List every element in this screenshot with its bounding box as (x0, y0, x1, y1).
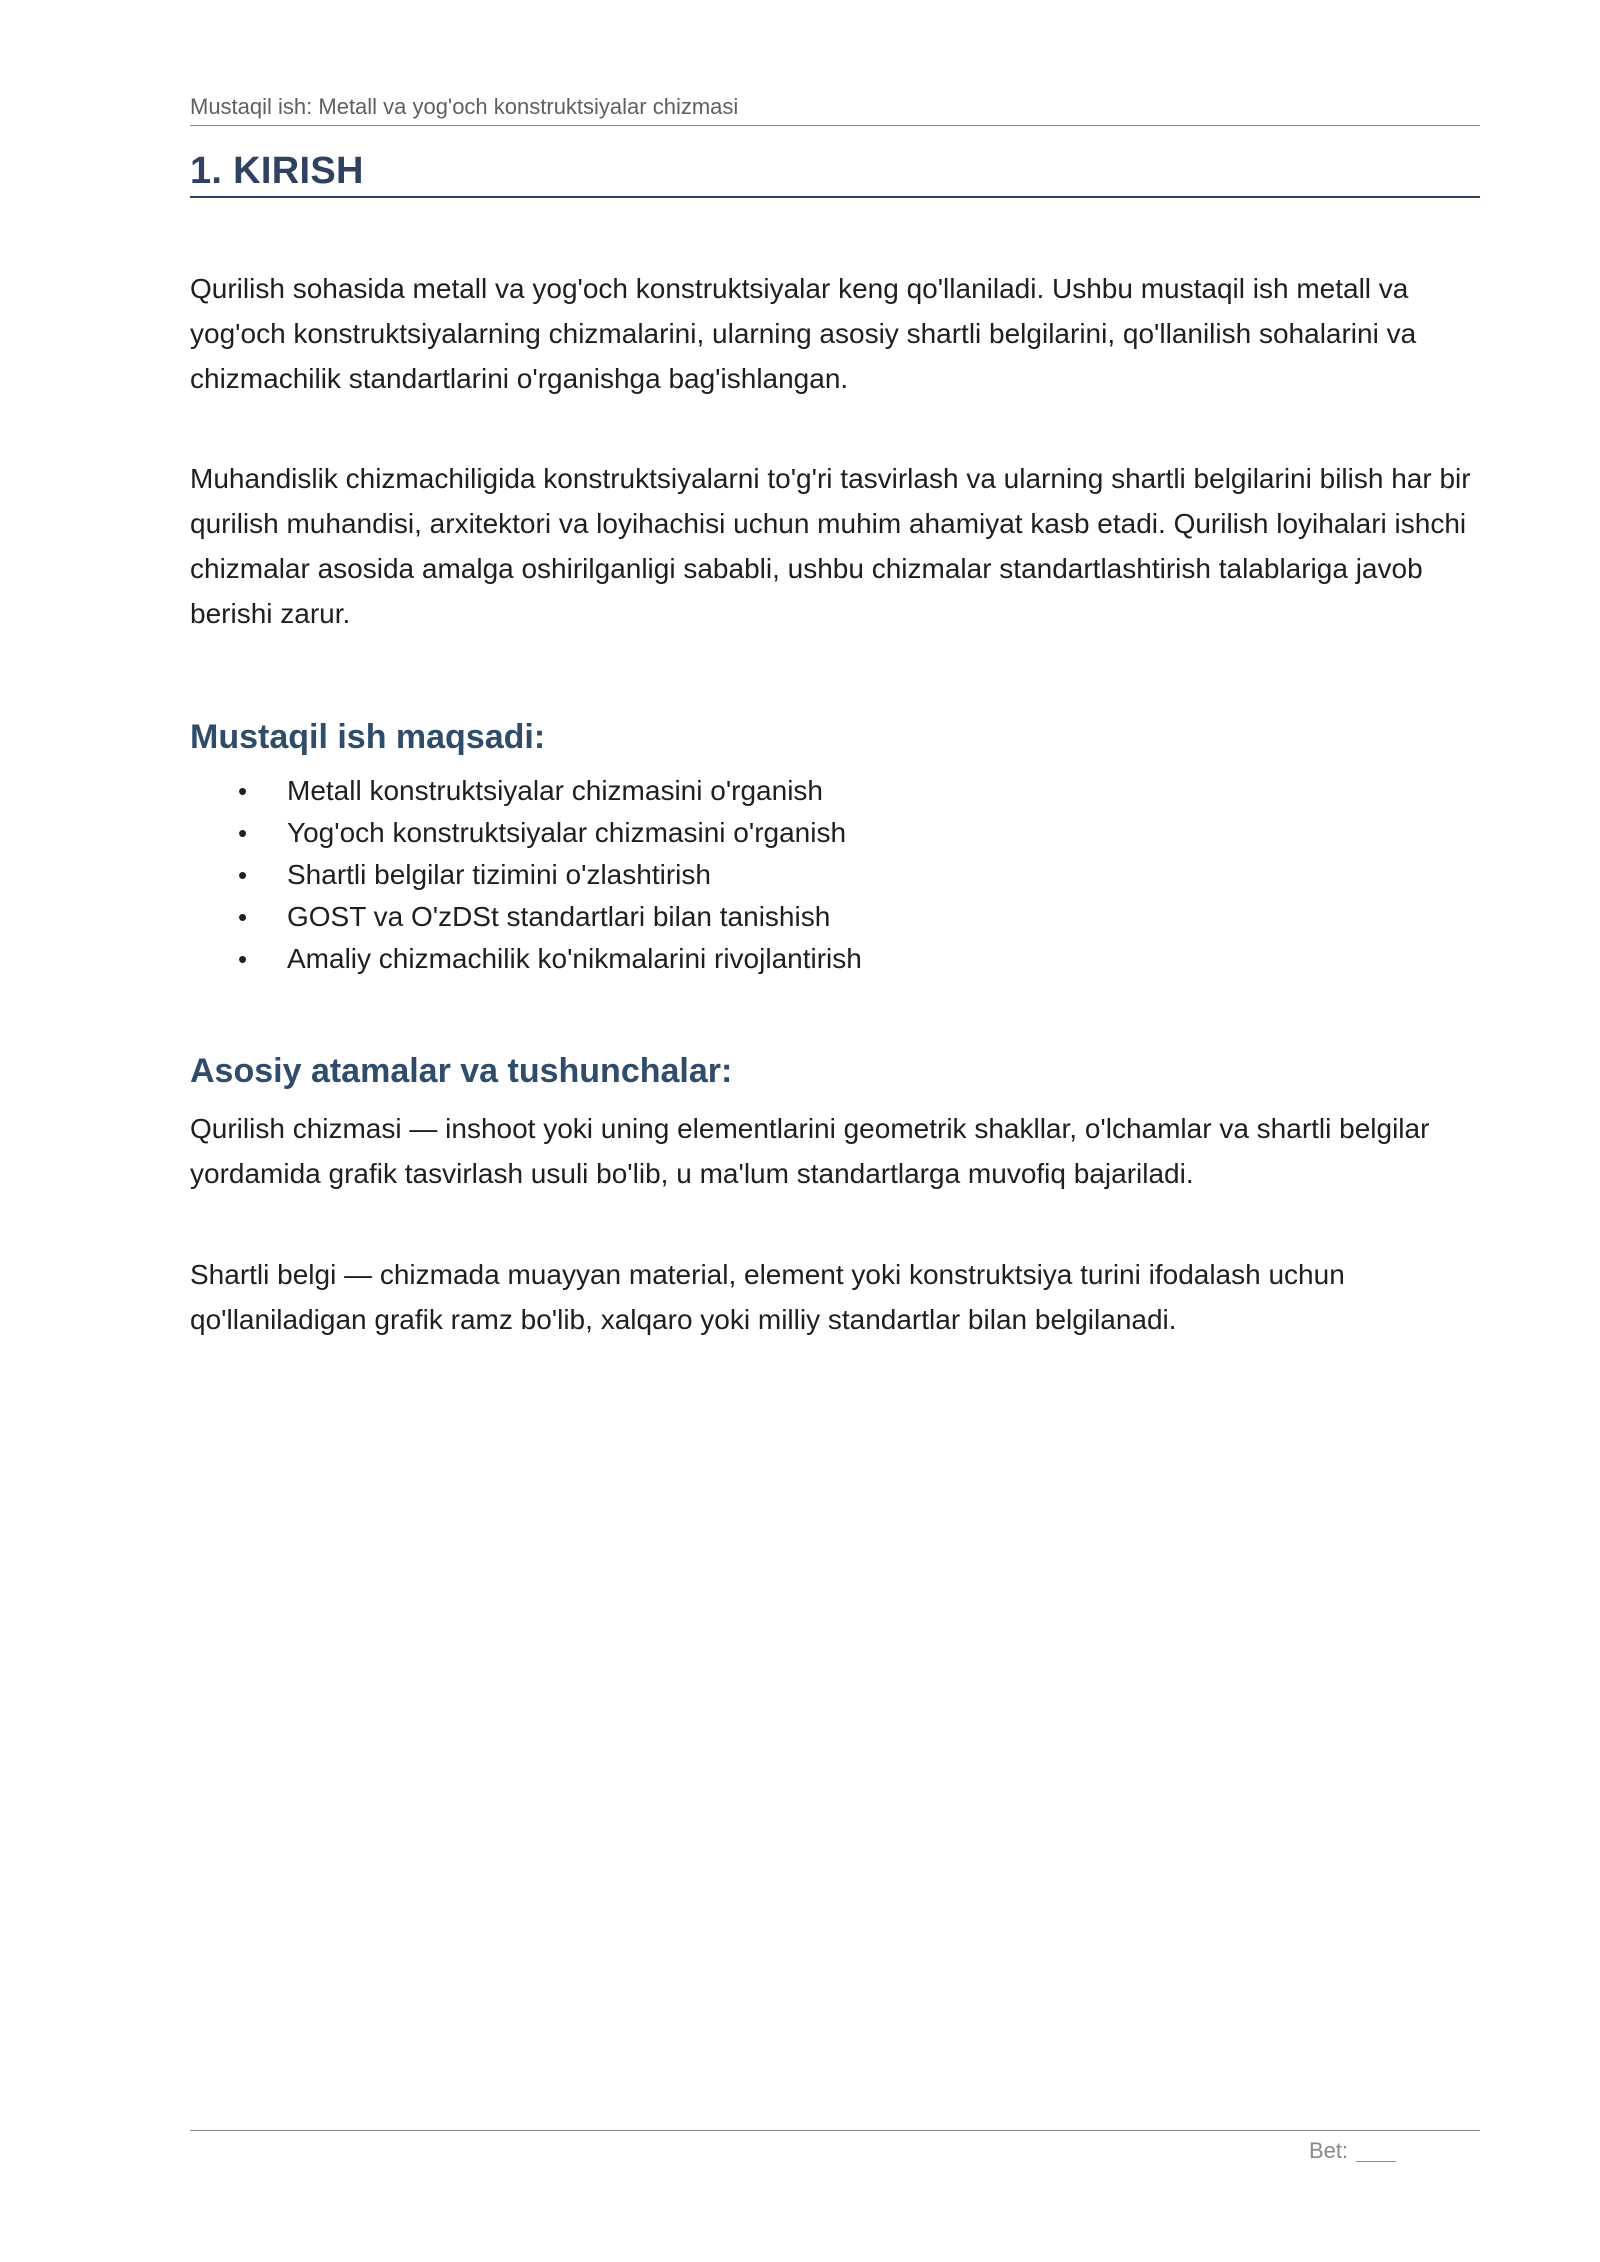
list-item (190, 770, 1480, 812)
page-number-field (1309, 2138, 1396, 2164)
list-item-text: Shartli belgilar tizimini o'zlashtirish (287, 859, 711, 890)
bullet-icon: • (238, 776, 248, 806)
running-header: Mustaqil ish: Metall va yog'och konstruktsiyalar chizmasi (190, 94, 739, 119)
chapter-title: 1. KIRISH (190, 150, 364, 192)
chapter-divider (190, 196, 1480, 198)
intro-paragraph-1: Qurilish sohasida metall va yog'och konstruktsiyalar keng qo'llaniladi. Ushbu mustaqil ish metall va yog'och konstruktsiyalarning chizmalarini, ularning asosiy shartli belgilarini, qo'llanilish sohalarini va chizmachilik standartlarini o'rganishga bag'ishlangan. (190, 273, 1417, 394)
list-item-text: Metall konstruktsiyalar chizmasini o'rganish (287, 775, 823, 806)
bullet-icon: • (238, 944, 248, 974)
bullet-icon: • (238, 818, 248, 848)
list-item (190, 896, 1480, 938)
bullet-icon: • (238, 902, 248, 932)
header-divider (190, 125, 1480, 126)
page-number-blank (1356, 2161, 1396, 2162)
intro-paragraph-2: Muhandislik chizmachiligida konstruktsiyalarni to'g'ri tasvirlash va ularning shartli belgilarini bilish har bir qurilish muhandisi, arxitektori va loyihachisi uchun muhim ahamiyat kasb etadi. Qurilish loyihalari ishchi chizmalar asosida amalga oshirilganligi sababli, ushbu chizmalar standartlashtirish talablariga javob berishi zarur. (190, 463, 1471, 629)
terms-paragraph-1: Qurilish chizmasi — inshoot yoki uning elementlarini geometrik shakllar, o'lchamlar va shartli belgilar yordamida grafik tasvirlash usuli bo'lib, u ma'lum standartlarga muvofiq bajariladi. (190, 1113, 1430, 1189)
terms-heading: Asosiy atamalar va tushunchalar: (190, 1052, 733, 1090)
goals-heading: Mustaqil ish maqsadi: (190, 718, 546, 756)
list-item (190, 938, 1480, 980)
bullet-icon: • (238, 860, 248, 890)
list-item-text: GOST va O'zDSt standartlari bilan tanishish (287, 901, 831, 932)
list-item (190, 854, 1480, 896)
footer-divider (190, 2130, 1480, 2131)
list-item (190, 812, 1480, 854)
page-label: Bet: (1309, 2138, 1349, 2163)
list-item-text: Amaliy chizmachilik ko'nikmalarini rivojlantirish (287, 943, 862, 974)
terms-paragraph-2: Shartli belgi — chizmada muayyan material, element yoki konstruktsiya turini ifodalash uchun qo'llaniladigan grafik ramz bo'lib, xalqaro yoki milliy standartlar bilan belgilanadi. (190, 1259, 1345, 1335)
goals-list (190, 770, 1480, 980)
list-item-text: Yog'och konstruktsiyalar chizmasini o'rganish (287, 817, 847, 848)
